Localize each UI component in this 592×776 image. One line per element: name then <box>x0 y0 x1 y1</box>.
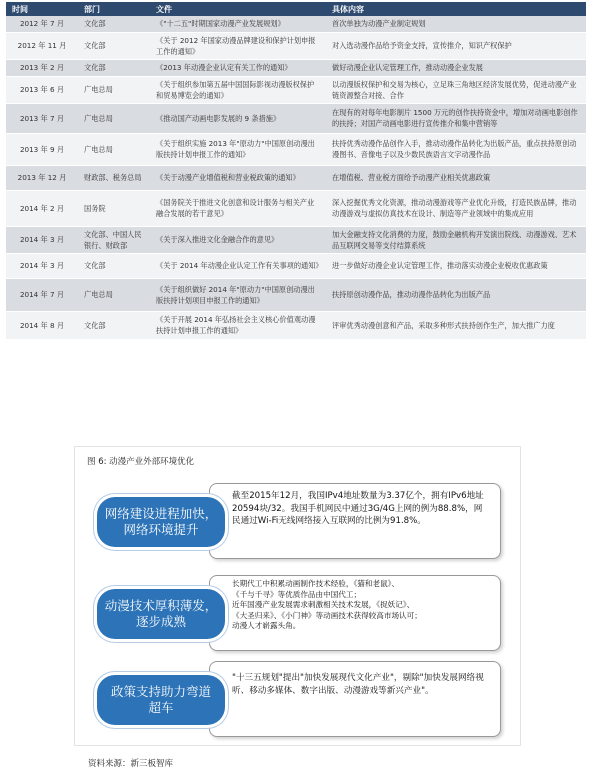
table-body <box>6 16 586 339</box>
cell-document: 《关于组织做好 2014 年"原动力"中国原创动漫出版扶持计划项目申报工作的通知》 <box>150 278 326 311</box>
env-item-text <box>232 579 490 632</box>
table-row <box>6 59 586 76</box>
source-note: 资料来源：新三板智库 <box>88 759 174 769</box>
env-item-text-line: 《千与千寻》等优质作品由中国代工； <box>232 589 362 599</box>
cell-document: 《关于动漫产业增值税和营业税政策的通知》 <box>150 165 326 190</box>
env-item-text-box <box>209 575 501 651</box>
table-row <box>6 103 586 133</box>
policy-table-container <box>6 2 586 340</box>
cell-document: 《关于组织实施 2013 年"原动力"中国原创动漫出版扶持计划申报工作的通知》 <box>150 133 326 165</box>
env-item-label-line: 网络建设进程加快， <box>104 506 218 521</box>
cell-content: 以动漫版权保护和交易为核心，立足珠三角地区经济发展优势，促进动漫产业链资源整合对接、合作 <box>326 76 586 103</box>
cell-department: 文化部 <box>78 59 150 76</box>
env-item-label-pill <box>97 589 225 639</box>
env-item-text-line: 近年国漫产业发展需求刺激相关技术发展，《捉妖记》、 <box>232 600 415 609</box>
cell-time: 2014 年 3 月 <box>6 253 78 278</box>
figure-panel <box>74 446 521 746</box>
cell-time: 2013 年 12 月 <box>6 165 78 190</box>
table-row <box>6 278 586 311</box>
env-item-technology <box>97 575 507 653</box>
table-row <box>6 165 586 190</box>
table-row <box>6 226 586 253</box>
cell-time: 2013 年 9 月 <box>6 133 78 165</box>
cell-department: 国务院 <box>78 190 150 226</box>
table-row <box>6 133 586 165</box>
cell-time: 2012 年 7 月 <box>6 16 78 32</box>
env-item-text-box <box>209 483 501 559</box>
cell-content: 加大金融支持文化消费的力度，鼓励金融机构开发演出院线、动漫游戏、艺术品互联网交易等支付结算系统 <box>326 226 586 253</box>
cell-department: 广电总局 <box>78 76 150 103</box>
table-row <box>6 32 586 59</box>
cell-department: 广电总局 <box>78 133 150 165</box>
table-row <box>6 76 586 103</box>
cell-department: 文化部 <box>78 32 150 59</box>
table-row <box>6 16 586 32</box>
cell-time: 2014 年 7 月 <box>6 278 78 311</box>
env-item-label-pill <box>97 497 225 547</box>
cell-content: 做好动漫企业认定管理工作，推动动漫企业发展 <box>326 59 586 76</box>
cell-time: 2014 年 2 月 <box>6 190 78 226</box>
cell-content: 在现有的对每年电影制片 1500 万元的创作扶持资金中，增加对动画电影创作的扶持；对国产动画电影进行宣传推介和集中营销等 <box>326 103 586 133</box>
env-item-text-line: 长期代工中积累动画制作技术经验，《猫和老鼠》、 <box>232 579 400 588</box>
env-item-text: "十三五规划"提出"加快发展现代文化产业"，剔除"加快发展网络视听、移动多媒体、数字出版、动漫游戏等新兴产业"。 <box>232 673 484 696</box>
env-item-text: 截至2015年12月，我国IPv4地址数量为3.37亿个，拥有IPv6地址20594块/32。我国手机网民中通过3G/4G上网的例为88.8%，网民通过Wi-Fi无线网络接入互联网的比例为91.8%。 <box>232 491 484 526</box>
cell-document: 《2013 年动漫企业认定有关工作的通知》 <box>150 59 326 76</box>
cell-department: 文化部、中国人民银行、财政部 <box>78 226 150 253</box>
cell-content: 评审优秀动漫创意和产品，采取多种形式扶持创作生产，加大推广力度 <box>326 311 586 339</box>
cell-content: 深入挖掘优秀文化资源，推动动漫游戏等产业优化升级，打造民族品牌，推动动漫游戏与虚拟仿真技术在设计、制造等产业领域中的集成应用 <box>326 190 586 226</box>
cell-time: 2012 年 11 月 <box>6 32 78 59</box>
env-item-text-line: 动漫人才崭露头角。 <box>232 621 301 630</box>
cell-document: 《关于组织参加第五届中国国际影视动漫版权保护和贸易博览会的通知》 <box>150 76 326 103</box>
cell-document: 《关于开展 2014 年弘扬社会主义核心价值观动漫扶持计划申报工作的通知》 <box>150 311 326 339</box>
cell-content: 进一步做好动漫企业认定管理工作，推动落实动漫企业税收优惠政策 <box>326 253 586 278</box>
header-content: 具体内容 <box>326 2 586 16</box>
cell-time: 2013 年 7 月 <box>6 103 78 133</box>
figure-title: 图 6: 动漫产业外部环境优化 <box>87 457 195 467</box>
cell-department: 文化部 <box>78 253 150 278</box>
env-item-text-box <box>209 661 501 737</box>
cell-document: 《国务院关于推进文化创意和设计服务与相关产业融合发展的若干意见》 <box>150 190 326 226</box>
policy-table <box>6 2 586 340</box>
cell-time: 2014 年 8 月 <box>6 311 78 339</box>
cell-content: 扶持原创动漫作品，推动动漫作品转化为出版产品 <box>326 278 586 311</box>
cell-document: 《关于 2012 年国家动漫品牌建设和保护计划申报工作的通知》 <box>150 32 326 59</box>
cell-content: 对入选动漫作品给予资金支持，宣传推介，知识产权保护 <box>326 32 586 59</box>
env-item-policy <box>97 661 507 739</box>
cell-content: 在增值税、营业税方面给予动漫产业相关优惠政策 <box>326 165 586 190</box>
cell-document: 《推动国产动画电影发展的 9 条措施》 <box>150 103 326 133</box>
cell-department: 文化部 <box>78 16 150 32</box>
header-time: 时间 <box>6 2 78 16</box>
table-row <box>6 311 586 339</box>
env-item-text-line: 《大圣归来》、《小门神》等动画技术获得较高市场认可； <box>232 610 422 620</box>
cell-document: 《"十二五"时期国家动漫产业发展规划》 <box>150 16 326 32</box>
cell-time: 2013 年 2 月 <box>6 59 78 76</box>
header-department: 部门 <box>78 2 150 16</box>
cell-department: 财政部、税务总局 <box>78 165 150 190</box>
cell-department: 文化部 <box>78 311 150 339</box>
cell-content: 扶持优秀动漫作品创作入手，推动动漫作品转化为出版产品，重点扶持原创动漫图书、音像电子以及少数民族语言文字动漫作品 <box>326 133 586 165</box>
table-row <box>6 190 586 226</box>
cell-document: 《关于深入推进文化金融合作的意见》 <box>150 226 326 253</box>
table-row <box>6 253 586 278</box>
env-item-label-line: 政策支持助力弯道 <box>110 684 211 699</box>
env-item-label-pill <box>97 675 225 725</box>
table-header-row <box>6 2 586 16</box>
header-document: 文件 <box>150 2 326 16</box>
cell-document: 《关于 2014 年动漫企业认定工作有关事项的通知》 <box>150 253 326 278</box>
env-item-label-line: 超车 <box>148 700 174 715</box>
env-item-label-line: 动漫技术厚积薄发， <box>104 598 218 613</box>
env-item-label-line: 逐步成熟 <box>135 614 186 629</box>
cell-time: 2013 年 6 月 <box>6 76 78 103</box>
cell-content: 首次单独为动漫产业制定规划 <box>326 16 586 32</box>
cell-department: 广电总局 <box>78 278 150 311</box>
env-item-network <box>97 483 507 561</box>
env-item-label-line: 网络环境提升 <box>123 522 199 537</box>
cell-time: 2014 年 3 月 <box>6 226 78 253</box>
cell-department: 广电总局 <box>78 103 150 133</box>
